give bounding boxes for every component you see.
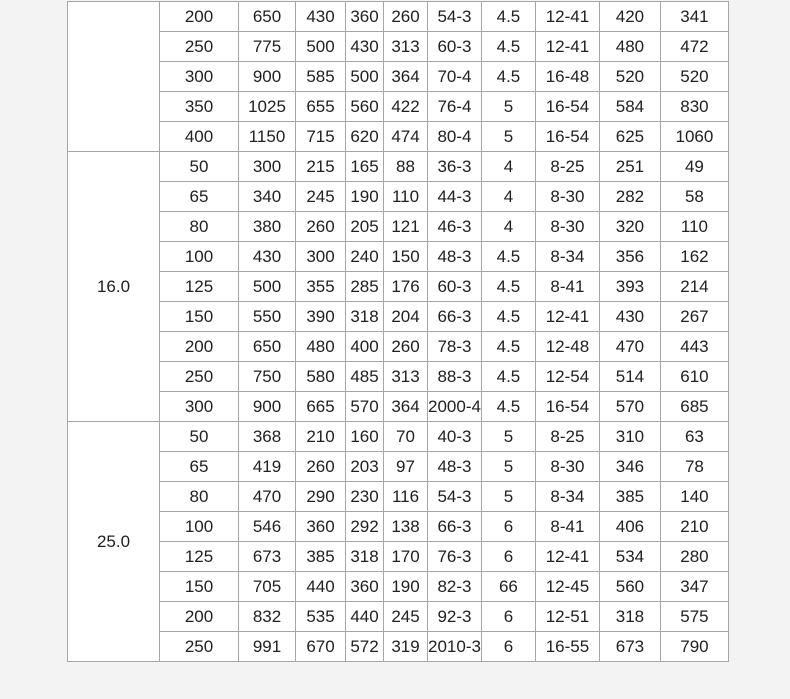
table-cell: 470 (239, 482, 296, 512)
table-cell: 364 (384, 62, 428, 92)
table-cell: 100 (160, 512, 239, 542)
table-cell: 5 (481, 482, 535, 512)
table-cell: 110 (660, 212, 728, 242)
table-cell: 6 (481, 542, 535, 572)
table-cell: 60-3 (428, 32, 482, 62)
table-cell: 430 (346, 32, 384, 62)
table-cell: 250 (160, 362, 239, 392)
table-row (68, 542, 729, 572)
table-cell: 282 (599, 182, 660, 212)
table-cell: 400 (346, 332, 384, 362)
table-cell: 440 (346, 602, 384, 632)
table-cell: 4.5 (481, 2, 535, 32)
table-cell: 535 (296, 602, 346, 632)
table-cell: 832 (239, 602, 296, 632)
table-cell: 8-25 (535, 152, 599, 182)
table-cell: 406 (599, 512, 660, 542)
table-cell: 313 (384, 32, 428, 62)
table-cell: 514 (599, 362, 660, 392)
table-cell: 8-30 (535, 212, 599, 242)
table-cell: 8-30 (535, 452, 599, 482)
table-cell: 12-45 (535, 572, 599, 602)
table-cell: 116 (384, 482, 428, 512)
table-cell: 150 (160, 572, 239, 602)
table-cell: 70 (384, 422, 428, 452)
table-cell: 360 (296, 512, 346, 542)
table-cell: 420 (599, 2, 660, 32)
table-cell: 8-25 (535, 422, 599, 452)
table-cell: 260 (384, 332, 428, 362)
table-cell: 88 (384, 152, 428, 182)
table-cell: 12-51 (535, 602, 599, 632)
table-cell: 44-3 (428, 182, 482, 212)
table-row (68, 92, 729, 122)
table-cell: 546 (239, 512, 296, 542)
table-cell: 655 (296, 92, 346, 122)
table-cell: 300 (239, 152, 296, 182)
table-cell: 49 (660, 152, 728, 182)
table-cell: 625 (599, 122, 660, 152)
table-cell: 400 (160, 122, 239, 152)
table-cell: 245 (296, 182, 346, 212)
table-cell: 210 (660, 512, 728, 542)
table-cell: 685 (660, 392, 728, 422)
data-table (67, 1, 729, 662)
table-cell: 318 (346, 542, 384, 572)
table-cell: 480 (599, 32, 660, 62)
table-row (68, 122, 729, 152)
table-cell: 97 (384, 452, 428, 482)
table-row (68, 452, 729, 482)
table-cell: 12-41 (535, 542, 599, 572)
table-cell: 4 (481, 152, 535, 182)
table-cell: 6 (481, 632, 535, 662)
table-cell: 70-4 (428, 62, 482, 92)
table-row (68, 32, 729, 62)
table-cell: 470 (599, 332, 660, 362)
table-cell: 300 (160, 62, 239, 92)
table-cell: 1025 (239, 92, 296, 122)
table-cell: 360 (346, 2, 384, 32)
table-cell: 214 (660, 272, 728, 302)
table-cell: 341 (660, 2, 728, 32)
table-cell: 54-3 (428, 2, 482, 32)
table-container (67, 1, 729, 662)
table-cell: 673 (239, 542, 296, 572)
table-cell: 393 (599, 272, 660, 302)
table-cell: 50 (160, 422, 239, 452)
table-cell: 150 (160, 302, 239, 332)
table-cell: 300 (160, 392, 239, 422)
table-cell: 380 (239, 212, 296, 242)
table-cell: 485 (346, 362, 384, 392)
table-cell: 210 (296, 422, 346, 452)
table-cell: 250 (160, 32, 239, 62)
table-cell: 480 (296, 332, 346, 362)
table-row (68, 2, 729, 32)
table-cell: 8-34 (535, 482, 599, 512)
table-cell: 313 (384, 362, 428, 392)
table-cell: 40-3 (428, 422, 482, 452)
table-cell: 472 (660, 32, 728, 62)
table-cell: 1150 (239, 122, 296, 152)
table-cell: 830 (660, 92, 728, 122)
table-cell: 1060 (660, 122, 728, 152)
table-row (68, 212, 729, 242)
table-cell: 520 (660, 62, 728, 92)
table-cell: 245 (384, 602, 428, 632)
table-cell: 60-3 (428, 272, 482, 302)
table-cell: 572 (346, 632, 384, 662)
group-label-cell (68, 2, 160, 152)
table-cell: 100 (160, 242, 239, 272)
table-cell: 200 (160, 602, 239, 632)
table-cell: 4.5 (481, 32, 535, 62)
table-cell: 385 (296, 542, 346, 572)
table-cell: 16-54 (535, 92, 599, 122)
table-cell: 670 (296, 632, 346, 662)
table-cell: 320 (599, 212, 660, 242)
table-cell: 570 (599, 392, 660, 422)
table-cell: 48-3 (428, 242, 482, 272)
table-cell: 610 (660, 362, 728, 392)
table-cell: 4.5 (481, 392, 535, 422)
table-cell: 138 (384, 512, 428, 542)
table-cell: 204 (384, 302, 428, 332)
table-cell: 215 (296, 152, 346, 182)
table-cell: 16-55 (535, 632, 599, 662)
table-cell: 2000-4 (428, 392, 482, 422)
table-cell: 430 (296, 2, 346, 32)
table-row (68, 272, 729, 302)
table-cell: 6 (481, 512, 535, 542)
table-row (68, 62, 729, 92)
table-cell: 2010-3 (428, 632, 482, 662)
table-cell: 560 (599, 572, 660, 602)
table-cell: 8-41 (535, 512, 599, 542)
table-cell: 250 (160, 632, 239, 662)
table-cell: 78 (660, 452, 728, 482)
table-cell: 500 (346, 62, 384, 92)
table-cell: 80 (160, 482, 239, 512)
table-cell: 584 (599, 92, 660, 122)
table-cell: 200 (160, 332, 239, 362)
table-cell: 422 (384, 92, 428, 122)
table-cell: 364 (384, 392, 428, 422)
table-cell: 4.5 (481, 242, 535, 272)
table-cell: 110 (384, 182, 428, 212)
table-cell: 775 (239, 32, 296, 62)
table-cell: 5 (481, 122, 535, 152)
table-cell: 82-3 (428, 572, 482, 602)
table-cell: 650 (239, 332, 296, 362)
table-cell: 260 (296, 212, 346, 242)
table-cell: 4.5 (481, 362, 535, 392)
table-cell: 5 (481, 422, 535, 452)
table-row (68, 572, 729, 602)
table-row (68, 482, 729, 512)
table-cell: 419 (239, 452, 296, 482)
table-cell: 5 (481, 452, 535, 482)
table-cell: 673 (599, 632, 660, 662)
table-cell: 280 (660, 542, 728, 572)
table-cell: 290 (296, 482, 346, 512)
table-cell: 76-3 (428, 542, 482, 572)
table-cell: 991 (239, 632, 296, 662)
table-row (68, 332, 729, 362)
table-cell: 80-4 (428, 122, 482, 152)
table-cell: 310 (599, 422, 660, 452)
table-cell: 6 (481, 602, 535, 632)
table-cell: 162 (660, 242, 728, 272)
table-row (68, 182, 729, 212)
table-cell: 140 (660, 482, 728, 512)
table-row (68, 632, 729, 662)
table-cell: 125 (160, 272, 239, 302)
table-cell: 48-3 (428, 452, 482, 482)
table-cell: 430 (239, 242, 296, 272)
table-cell: 8-41 (535, 272, 599, 302)
table-cell: 260 (296, 452, 346, 482)
table-cell: 76-4 (428, 92, 482, 122)
table-cell: 260 (384, 2, 428, 32)
table-cell: 4.5 (481, 62, 535, 92)
table-cell: 620 (346, 122, 384, 152)
table-cell: 4 (481, 212, 535, 242)
table-cell: 4.5 (481, 302, 535, 332)
table-cell: 16-54 (535, 122, 599, 152)
table-cell: 190 (346, 182, 384, 212)
table-cell: 300 (296, 242, 346, 272)
table-cell: 267 (660, 302, 728, 332)
table-cell: 12-54 (535, 362, 599, 392)
table-cell: 92-3 (428, 602, 482, 632)
table-cell: 4.5 (481, 272, 535, 302)
table-cell: 500 (239, 272, 296, 302)
table-cell: 900 (239, 62, 296, 92)
table-cell: 900 (239, 392, 296, 422)
table-cell: 560 (346, 92, 384, 122)
table-cell: 390 (296, 302, 346, 332)
table-cell: 205 (346, 212, 384, 242)
table-cell: 65 (160, 452, 239, 482)
table-cell: 203 (346, 452, 384, 482)
table-cell: 347 (660, 572, 728, 602)
table-cell: 750 (239, 362, 296, 392)
table-cell: 385 (599, 482, 660, 512)
table-cell: 54-3 (428, 482, 482, 512)
table-cell: 430 (599, 302, 660, 332)
table-cell: 12-48 (535, 332, 599, 362)
table-cell: 8-34 (535, 242, 599, 272)
table-cell: 715 (296, 122, 346, 152)
table-cell: 650 (239, 2, 296, 32)
table-cell: 319 (384, 632, 428, 662)
table-cell: 474 (384, 122, 428, 152)
table-cell: 570 (346, 392, 384, 422)
table-cell: 575 (660, 602, 728, 632)
table-cell: 63 (660, 422, 728, 452)
table-cell: 665 (296, 392, 346, 422)
table-cell: 5 (481, 92, 535, 122)
table-cell: 190 (384, 572, 428, 602)
table-cell: 12-41 (535, 302, 599, 332)
table-cell: 443 (660, 332, 728, 362)
table-cell: 46-3 (428, 212, 482, 242)
group-label-cell: 16.0 (68, 152, 160, 422)
table-cell: 160 (346, 422, 384, 452)
table-row (68, 242, 729, 272)
table-cell: 200 (160, 2, 239, 32)
table-row (68, 392, 729, 422)
table-cell: 125 (160, 542, 239, 572)
table-cell: 66 (481, 572, 535, 602)
table-row (68, 512, 729, 542)
table-cell: 440 (296, 572, 346, 602)
table-cell: 230 (346, 482, 384, 512)
table-cell: 318 (346, 302, 384, 332)
table-row (68, 602, 729, 632)
table-cell: 534 (599, 542, 660, 572)
table-cell: 165 (346, 152, 384, 182)
table-cell: 340 (239, 182, 296, 212)
table-cell: 580 (296, 362, 346, 392)
table-cell: 121 (384, 212, 428, 242)
table-cell: 12-41 (535, 2, 599, 32)
table-cell: 16-54 (535, 392, 599, 422)
table-cell: 356 (599, 242, 660, 272)
table-cell: 346 (599, 452, 660, 482)
table-cell: 8-30 (535, 182, 599, 212)
table-cell: 65 (160, 182, 239, 212)
table-cell: 585 (296, 62, 346, 92)
table-cell: 368 (239, 422, 296, 452)
table-cell: 790 (660, 632, 728, 662)
table-cell: 355 (296, 272, 346, 302)
table-cell: 251 (599, 152, 660, 182)
table-row (68, 302, 729, 332)
group-label-cell: 25.0 (68, 422, 160, 662)
table-row (68, 422, 729, 452)
table-cell: 360 (346, 572, 384, 602)
table-cell: 36-3 (428, 152, 482, 182)
table-cell: 170 (384, 542, 428, 572)
table-cell: 176 (384, 272, 428, 302)
table-body (68, 2, 729, 662)
table-cell: 88-3 (428, 362, 482, 392)
table-cell: 58 (660, 182, 728, 212)
table-cell: 520 (599, 62, 660, 92)
table-cell: 150 (384, 242, 428, 272)
table-cell: 16-48 (535, 62, 599, 92)
table-cell: 66-3 (428, 302, 482, 332)
table-cell: 4.5 (481, 332, 535, 362)
table-cell: 12-41 (535, 32, 599, 62)
table-cell: 240 (346, 242, 384, 272)
table-cell: 500 (296, 32, 346, 62)
table-cell: 350 (160, 92, 239, 122)
table-cell: 705 (239, 572, 296, 602)
table-cell: 550 (239, 302, 296, 332)
table-cell: 78-3 (428, 332, 482, 362)
table-cell: 50 (160, 152, 239, 182)
table-cell: 80 (160, 212, 239, 242)
table-cell: 66-3 (428, 512, 482, 542)
table-cell: 285 (346, 272, 384, 302)
table-row (68, 362, 729, 392)
table-cell: 318 (599, 602, 660, 632)
table-row (68, 152, 729, 182)
table-cell: 4 (481, 182, 535, 212)
table-cell: 292 (346, 512, 384, 542)
